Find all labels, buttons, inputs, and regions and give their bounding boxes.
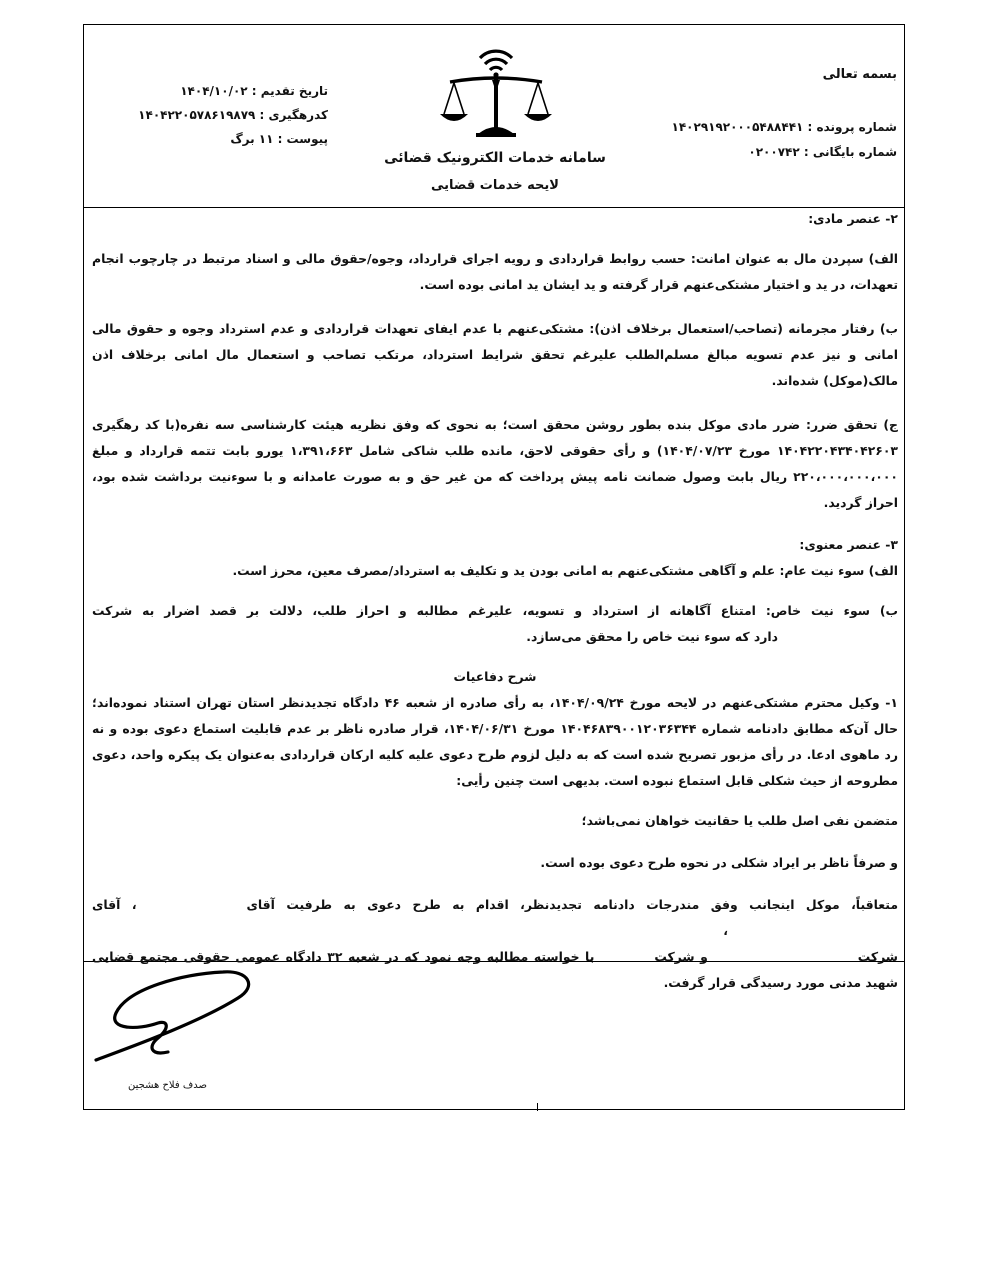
section-3-b bbox=[92, 598, 898, 650]
defense-title: شرح دفاعیات bbox=[453, 669, 537, 684]
defense-2-company-2: و شرکت bbox=[654, 949, 708, 964]
defense-1: ۱- وکیل محترم مشتکی‌عنهم در لایحه مورخ ۱۴۰۴/۰۹/۲۴، به رأی صادره از شعبه ۴۶ دادگاه تجدیدنظر استان تهران استناد نموده‌اند؛ حال آن‌که مطابق دادنامه شماره ۱۴۰۴۶۸۳۹۰۰۱۲۰۳۶۳۴۴ مورخ ۱۴۰۴/۰۶/۳۱، قرار صادره ناظر بر عدم قابلیت استماع دعوی بوده و نه رد ماهوی ادعا. در رأی مزبور تصریح شده است که به دلیل لزوم طرح دعوی علیه کلیه ارکان قراردادی به‌عنوان یک پیکره واحد، دعوی مطروحه از حیث شکلی قابل استماع نبوده است. بدیهی است چنین رأیی: bbox=[92, 695, 898, 788]
defense-2-part3: ، bbox=[723, 923, 728, 938]
document-body bbox=[92, 206, 898, 996]
judiciary-emblem bbox=[436, 36, 556, 146]
archive-number: شماره بایگانی : ۰۲۰۰۷۴۲ bbox=[748, 145, 897, 159]
defense-2-part1: متعاقباً، موکل اینجانب وفق مندرجات دادنامه تجدیدنظر، اقدام به طرح دعوی به طرفیت آقای bbox=[246, 897, 898, 912]
section-2-title: ۲- عنصر مادی: bbox=[808, 211, 898, 226]
section-2-c: ج) تحقق ضرر: ضرر مادی موکل بنده بطور روشن محقق است؛ به نحوی که وفق نظریه هیئت کارشناسی سه نفره(با کد رهگیری ۱۴۰۴۲۲۰۴۳۴۰۴۲۶۰۳ مورخ ۱۴۰۴/۰۷/۲۳) و رأی حقوقی لاحق، مانده طلب شاکی شامل ۱،۳۹۱،۶۶۳ یورو بابت تتمه قرارداد و مبلغ ۲۲۰،۰۰۰،۰۰۰،۰۰۰ ریال بابت وصول ضمانت نامه پیش پرداخت که من غیر حق و به صورت عامدانه و با سوءنیت برداشت شده بود، احراز گردید. bbox=[92, 417, 898, 510]
section-2-a: الف) سپردن مال به عنوان امانت: حسب روابط قراردادی و رویه اجرای قرارداد، وجوه/حقوق مالی و اسناد مرتبط در چارچوب انجام تعهدات، در ید و اختیار مشتکی‌عنهم قرار گرفته و ید ایشان ید امانی بوده است. bbox=[92, 251, 898, 292]
system-title: سامانه خدمات الکترونیک قضائی bbox=[384, 150, 606, 166]
defense-2-company-1: شرکت bbox=[857, 949, 898, 964]
tracking-code: کدرهگیری : ۱۴۰۴۲۲۰۵۷۸۶۱۹۸۷۹ bbox=[138, 108, 328, 122]
submit-date: تاریخ تقدیم : ۱۴۰۴/۱۰/۰۲ bbox=[180, 84, 328, 98]
section-3-title: ۳- عنصر معنوی: bbox=[799, 537, 898, 552]
defense-1-b: و صرفاً ناظر بر ایراد شکلی در نحوه طرح دعوی بوده است. bbox=[540, 855, 898, 870]
section-3-a: الف) سوء نیت عام: علم و آگاهی مشتکی‌عنهم به امانی بودن ید و تکلیف به استرداد/مصرف معین، محرز است. bbox=[232, 563, 898, 578]
document-title: لایحه خدمات قضایی bbox=[431, 178, 559, 193]
attachment-count: پیوست : ۱۱ برگ bbox=[230, 132, 328, 146]
signature-mark bbox=[88, 968, 258, 1078]
defense-1-a: متضمن نفی اصل طلب یا حقانیت خواهان نمی‌باشد؛ bbox=[581, 813, 898, 828]
section-3-b-part1: ب) سوء نیت خاص: امتناع آگاهانه از استرداد و تسویه، علیرغم مطالبه و احراز طلب، دلالت بر قصد اضرار به شرکت bbox=[92, 603, 898, 618]
bottom-tick bbox=[537, 1103, 538, 1111]
section-3-b-part2: دارد که سوء bbox=[704, 629, 778, 644]
signer-name: صدف فلاح هشجین bbox=[128, 1080, 207, 1091]
defense-2-part2: ، آقای bbox=[92, 897, 137, 912]
basmala: بسمه تعالی bbox=[822, 67, 897, 82]
defense-2-rest: با خواسته مطالبه وجه نمود که در شعبه ۳۲ دادگاه عمومی حقوقی مجتمع قضایی شهید مدنی مورد رسیدگی قرار گرفت. bbox=[92, 949, 898, 990]
section-2-b: ب) رفتار مجرمانه (تصاحب/استعمال برخلاف اذن): مشتکی‌عنهم با عدم ایفای تعهدات قراردادی و عدم استرداد وجوه و حقوق مالی امانی و نیز عدم تسویه مبالغ مسلم‌الطلب علیرغم تحقق شرایط استرداد، مرتکب تصاحب و استعمال مال امانی برخلاف اذن مالک(موکل) شده‌اند. bbox=[92, 321, 898, 388]
section-3-b-part3: نیت خاص را محقق می‌سازد. bbox=[526, 629, 700, 644]
case-number: شماره پرونده : ۱۴۰۲۹۱۹۲۰۰۰۵۴۸۸۴۴۱ bbox=[671, 120, 897, 134]
